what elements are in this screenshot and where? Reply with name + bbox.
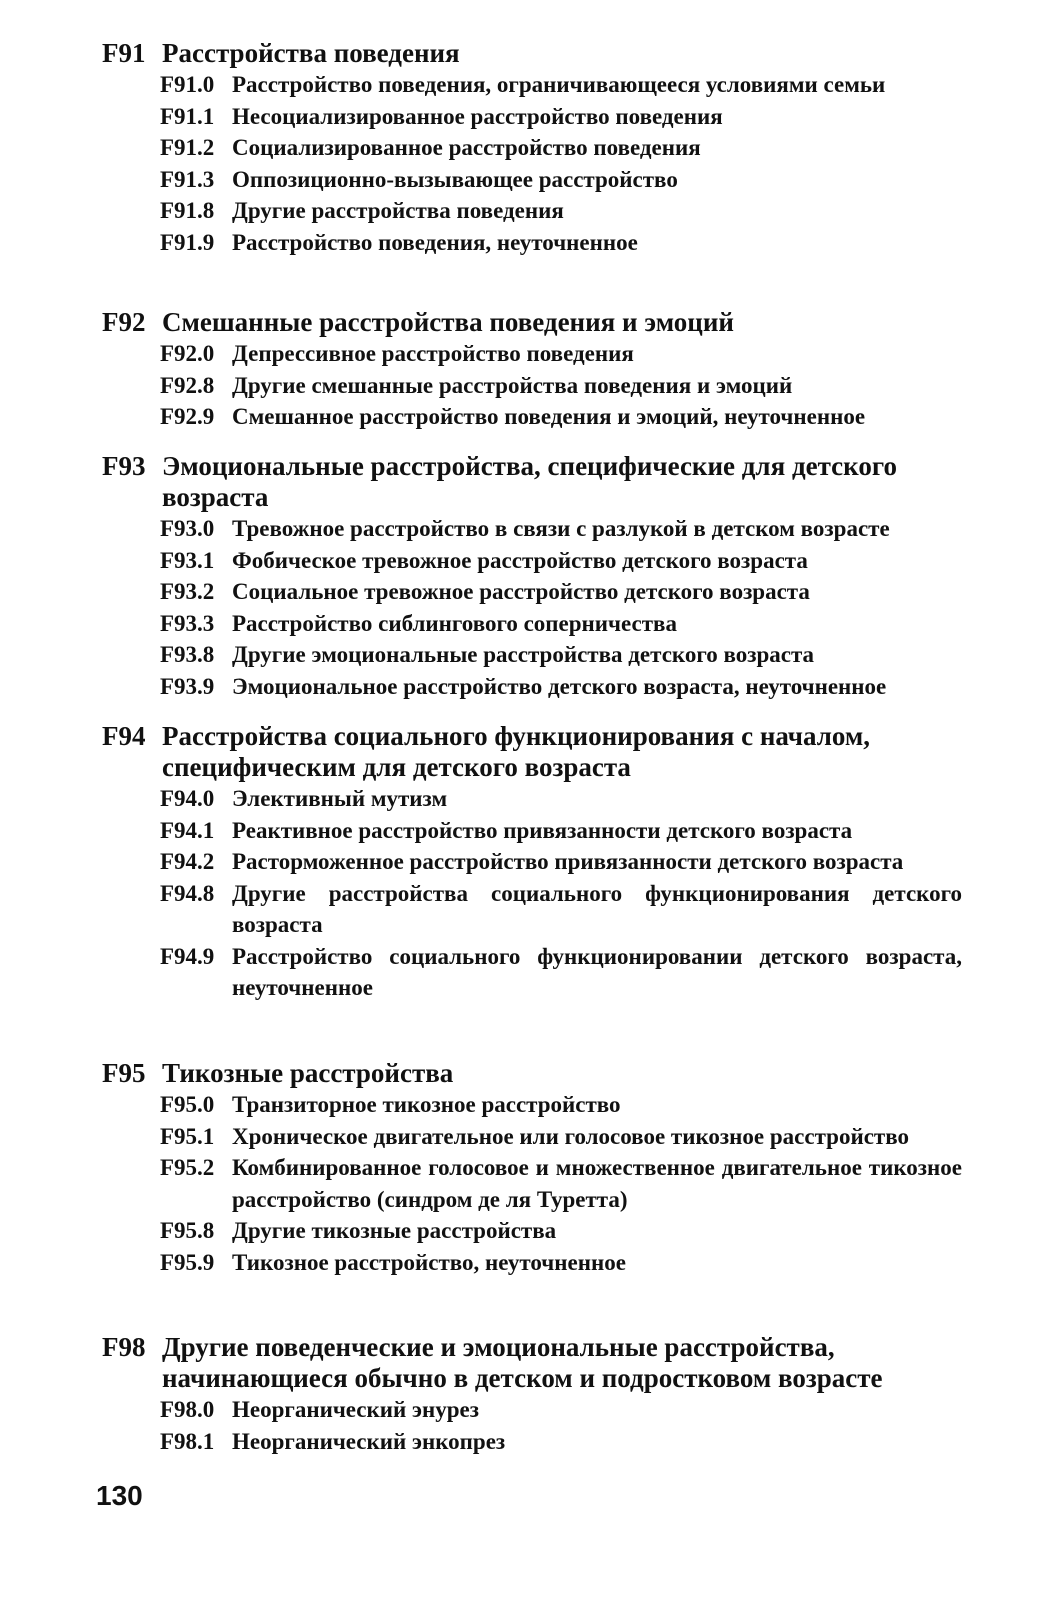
item-list [160, 69, 962, 258]
item-code: F93.3 [160, 610, 215, 636]
item-text: Несоциализированное расстройство поведения [232, 103, 723, 129]
list-item [160, 401, 962, 433]
list-item [160, 164, 962, 196]
list-item [160, 1089, 962, 1121]
item-text: Элективный мутизм [232, 786, 448, 811]
section-f95 [102, 1058, 962, 1278]
list-item [160, 545, 962, 577]
item-list [160, 513, 962, 702]
item-code: F91.2 [160, 135, 215, 160]
section-code: F98 [102, 1332, 146, 1362]
section-f94 [102, 721, 962, 1004]
item-text: Другие расстройства социального функционирования детского возраста [232, 880, 962, 937]
list-item [160, 69, 962, 101]
list-item [160, 639, 962, 671]
item-text: Расстройство социального функционировании детского возраста, неуточненное [232, 943, 962, 1000]
list-item [160, 132, 962, 164]
item-code: F93.8 [160, 642, 215, 667]
item-code: F94.2 [160, 849, 215, 874]
item-code: F94.8 [160, 880, 215, 906]
section-heading [102, 451, 962, 513]
item-code: F94.1 [160, 817, 215, 843]
item-code: F92.9 [160, 404, 215, 429]
item-code: F92.0 [160, 341, 215, 366]
section-code: F93 [102, 451, 146, 481]
section-title: Другие поведенческие и эмоциональные расстройства, начинающиеся обычно в детском и подростковом возрасте [162, 1332, 883, 1393]
item-text: Смешанное расстройство поведения и эмоций, неуточненное [232, 404, 866, 429]
item-text: Другие расстройства поведения [232, 198, 564, 223]
item-text: Оппозиционно-вызывающее расстройство [232, 166, 678, 192]
section-f91 [102, 38, 962, 258]
item-code: F95.9 [160, 1249, 215, 1275]
list-item [160, 815, 962, 847]
item-text: Тикозное расстройство, неуточненное [232, 1249, 626, 1275]
item-text: Реактивное расстройство привязанности детского возраста [232, 817, 853, 843]
item-list [160, 1394, 962, 1457]
item-list [160, 1089, 962, 1278]
section-heading [102, 721, 962, 783]
section-code: F92 [102, 307, 146, 337]
item-code: F93.0 [160, 516, 215, 541]
section-title: Эмоциональные расстройства, специфические для детского возраста [162, 451, 897, 512]
item-code: F95.0 [160, 1092, 215, 1117]
list-item [160, 608, 962, 640]
section-heading [102, 38, 962, 69]
list-item [160, 1121, 962, 1153]
list-item [160, 1215, 962, 1247]
item-text: Неорганический энурез [232, 1397, 479, 1422]
list-item [160, 783, 962, 815]
item-text: Хроническое двигательное или голосовое тикозное расстройство [232, 1123, 909, 1149]
item-text: Расторможенное расстройство привязанности детского возраста [232, 849, 904, 874]
item-code: F98.1 [160, 1428, 215, 1454]
item-code: F91.1 [160, 103, 215, 129]
section-title: Расстройства социального функционирования с началом, специфическим для детского возраста [162, 721, 871, 782]
section-heading [102, 1332, 962, 1394]
list-item [160, 513, 962, 545]
item-text: Социальное тревожное расстройство детского возраста [232, 579, 810, 604]
list-item [160, 878, 962, 941]
item-text: Другие смешанные расстройства поведения и эмоций [232, 372, 793, 398]
item-text: Неорганический энкопрез [232, 1428, 506, 1454]
section-title: Смешанные расстройства поведения и эмоций [162, 307, 734, 337]
item-text: Комбинированное голосовое и множественное двигательное тикозное расстройство (синдром де ля Туретта) [232, 1155, 962, 1212]
item-code: F95.1 [160, 1123, 215, 1149]
section-f92 [102, 307, 962, 433]
section-f93 [102, 451, 962, 702]
section-title: Расстройства поведения [162, 38, 460, 68]
list-item [160, 1152, 962, 1215]
item-code: F91.0 [160, 72, 215, 97]
list-item [160, 576, 962, 608]
list-item [160, 1247, 962, 1279]
section-heading [102, 307, 962, 338]
page-number: 130 [96, 1480, 143, 1511]
list-item [160, 846, 962, 878]
item-text: Социализированное расстройство поведения [232, 135, 701, 160]
item-code: F92.8 [160, 372, 215, 398]
list-item [160, 1394, 962, 1426]
section-f98 [102, 1332, 962, 1457]
section-code: F94 [102, 721, 146, 751]
item-code: F93.9 [160, 673, 215, 699]
item-text: Другие эмоциональные расстройства детского возраста [232, 642, 815, 667]
section-code: F91 [102, 38, 146, 68]
item-text: Депрессивное расстройство поведения [232, 341, 634, 366]
item-text: Транзиторное тикозное расстройство [232, 1092, 621, 1117]
item-list [160, 338, 962, 433]
item-text: Расстройство сиблингового соперничества [232, 610, 677, 636]
item-text: Фобическое тревожное расстройство детского возраста [232, 547, 808, 573]
item-text: Другие тикозные расстройства [232, 1218, 557, 1243]
item-code: F94.9 [160, 943, 215, 969]
list-item [160, 671, 962, 703]
item-list [160, 783, 962, 1004]
section-title: Тикозные расстройства [162, 1058, 454, 1088]
item-code: F94.0 [160, 786, 215, 811]
item-code: F91.3 [160, 166, 215, 192]
item-code: F91.8 [160, 198, 215, 223]
list-item [160, 1426, 962, 1458]
list-item [160, 101, 962, 133]
item-text: Расстройство поведения, неуточненное [232, 229, 638, 255]
section-code: F95 [102, 1058, 146, 1088]
section-heading [102, 1058, 962, 1089]
list-item [160, 195, 962, 227]
item-text: Расстройство поведения, ограничивающееся условиями семьи [232, 72, 886, 97]
item-code: F93.2 [160, 579, 215, 604]
item-code: F95.2 [160, 1155, 215, 1180]
list-item [160, 941, 962, 1004]
item-code: F98.0 [160, 1397, 215, 1422]
item-code: F91.9 [160, 229, 215, 255]
item-code: F93.1 [160, 547, 215, 573]
list-item [160, 370, 962, 402]
item-code: F95.8 [160, 1218, 215, 1243]
item-text: Тревожное расстройство в связи с разлукой в детском возрасте [232, 516, 890, 541]
item-text: Эмоциональное расстройство детского возраста, неуточненное [232, 673, 887, 699]
list-item [160, 338, 962, 370]
list-item [160, 227, 962, 259]
